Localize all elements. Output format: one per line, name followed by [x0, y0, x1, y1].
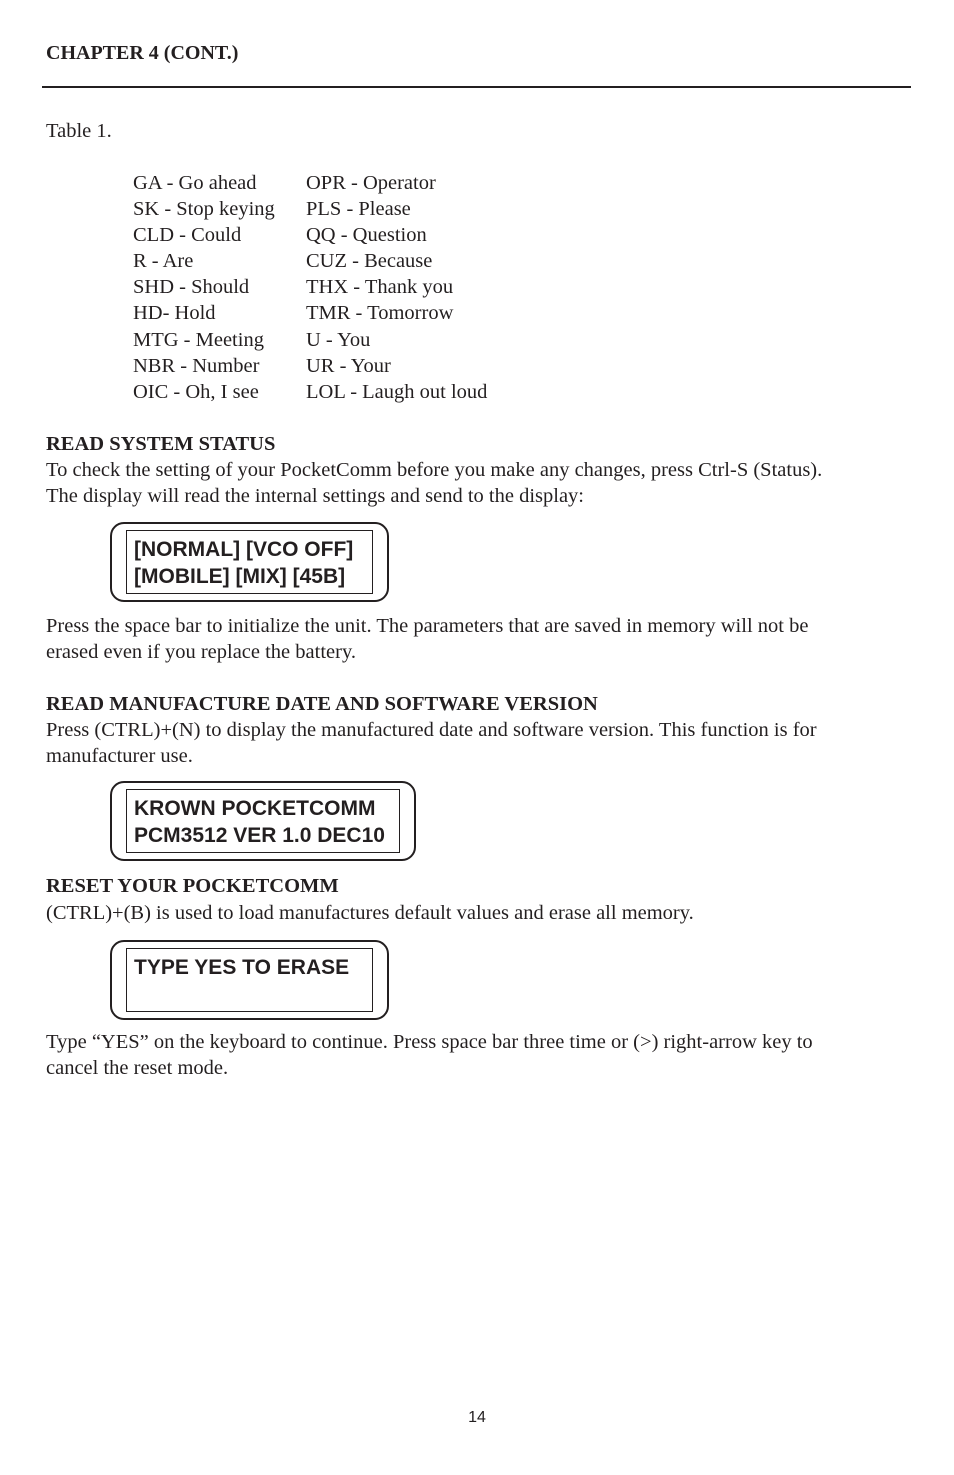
paragraph-line: Type “YES” on the keyboard to continue. Press space bar three time or (>) right-arrow key to	[46, 1031, 813, 1053]
paragraph-line: To check the setting of your PocketComm before you make any changes, press Ctrl-S (Status).	[46, 459, 823, 481]
table-cell: OPR - Operator	[306, 172, 436, 194]
paragraph-line: cancel the reset mode.	[46, 1057, 229, 1079]
table-cell: NBR - Number	[133, 354, 260, 377]
table-row	[133, 353, 553, 379]
table-cell: SK - Stop keying	[133, 198, 275, 221]
lcd-line-1: KROWN POCKETCOMM	[134, 797, 376, 820]
table-row	[133, 300, 553, 326]
table-cell: UR - Your	[306, 354, 391, 377]
table-cell: LOL - Laugh out loud	[306, 380, 488, 403]
table-row	[133, 274, 553, 300]
table-row	[133, 196, 553, 222]
paragraph-line: Press (CTRL)+(N) to display the manufactured date and software version. This function is for	[46, 719, 817, 741]
table-cell: PLS - Please	[306, 198, 411, 221]
abbreviation-table	[133, 170, 553, 405]
lcd-screen	[126, 789, 400, 853]
chapter-header: CHAPTER 4 (CONT.)	[46, 42, 239, 64]
section-heading-manufacture-date: READ MANUFACTURE DATE AND SOFTWARE VERSION	[46, 693, 598, 715]
table-cell: CLD - Could	[133, 224, 242, 247]
table-cell: R - Are	[133, 250, 194, 273]
lcd-display-version	[110, 781, 416, 861]
table-caption: Table 1.	[46, 120, 112, 142]
table-cell: MTG - Meeting	[133, 328, 264, 351]
paragraph-line: erased even if you replace the battery.	[46, 641, 356, 663]
table-cell: SHD - Should	[133, 276, 250, 299]
page-number: 14	[468, 1409, 486, 1426]
paragraph-line: Press the space bar to initialize the unit. The parameters that are saved in memory will not be	[46, 615, 809, 637]
table-row	[133, 379, 553, 405]
lcd-line-2: [MOBILE] [MIX] [45B]	[134, 565, 346, 588]
paragraph-line: manufacturer use.	[46, 745, 193, 767]
lcd-screen	[126, 948, 373, 1012]
table-cell: U - You	[306, 328, 371, 351]
table-row	[133, 248, 553, 274]
section-heading-reset: RESET YOUR POCKETCOMM	[46, 875, 339, 897]
table-cell: CUZ - Because	[306, 250, 433, 273]
table-cell: GA - Go ahead	[133, 172, 257, 194]
lcd-line-2: PCM3512 VER 1.0 DEC10	[134, 824, 385, 847]
table-cell: QQ - Question	[306, 224, 427, 247]
lcd-screen	[126, 530, 373, 594]
table-row	[133, 170, 553, 196]
paragraph-line: The display will read the internal settings and send to the display:	[46, 485, 585, 507]
table-cell: HD- Hold	[133, 302, 216, 325]
table-row	[133, 327, 553, 353]
table-row	[133, 222, 553, 248]
header-divider	[42, 86, 911, 88]
table-cell: TMR - Tomorrow	[306, 302, 454, 325]
lcd-display-reset	[110, 940, 389, 1020]
table-cell: THX - Thank you	[306, 276, 454, 299]
lcd-display-status	[110, 522, 389, 602]
lcd-line-1: [NORMAL] [VCO OFF]	[134, 538, 354, 561]
table-cell: OIC - Oh, I see	[133, 380, 259, 403]
lcd-line-1: TYPE YES TO ERASE	[134, 956, 350, 979]
section-heading-system-status: READ SYSTEM STATUS	[46, 433, 276, 455]
paragraph-line: (CTRL)+(B) is used to load manufactures default values and erase all memory.	[46, 902, 694, 924]
